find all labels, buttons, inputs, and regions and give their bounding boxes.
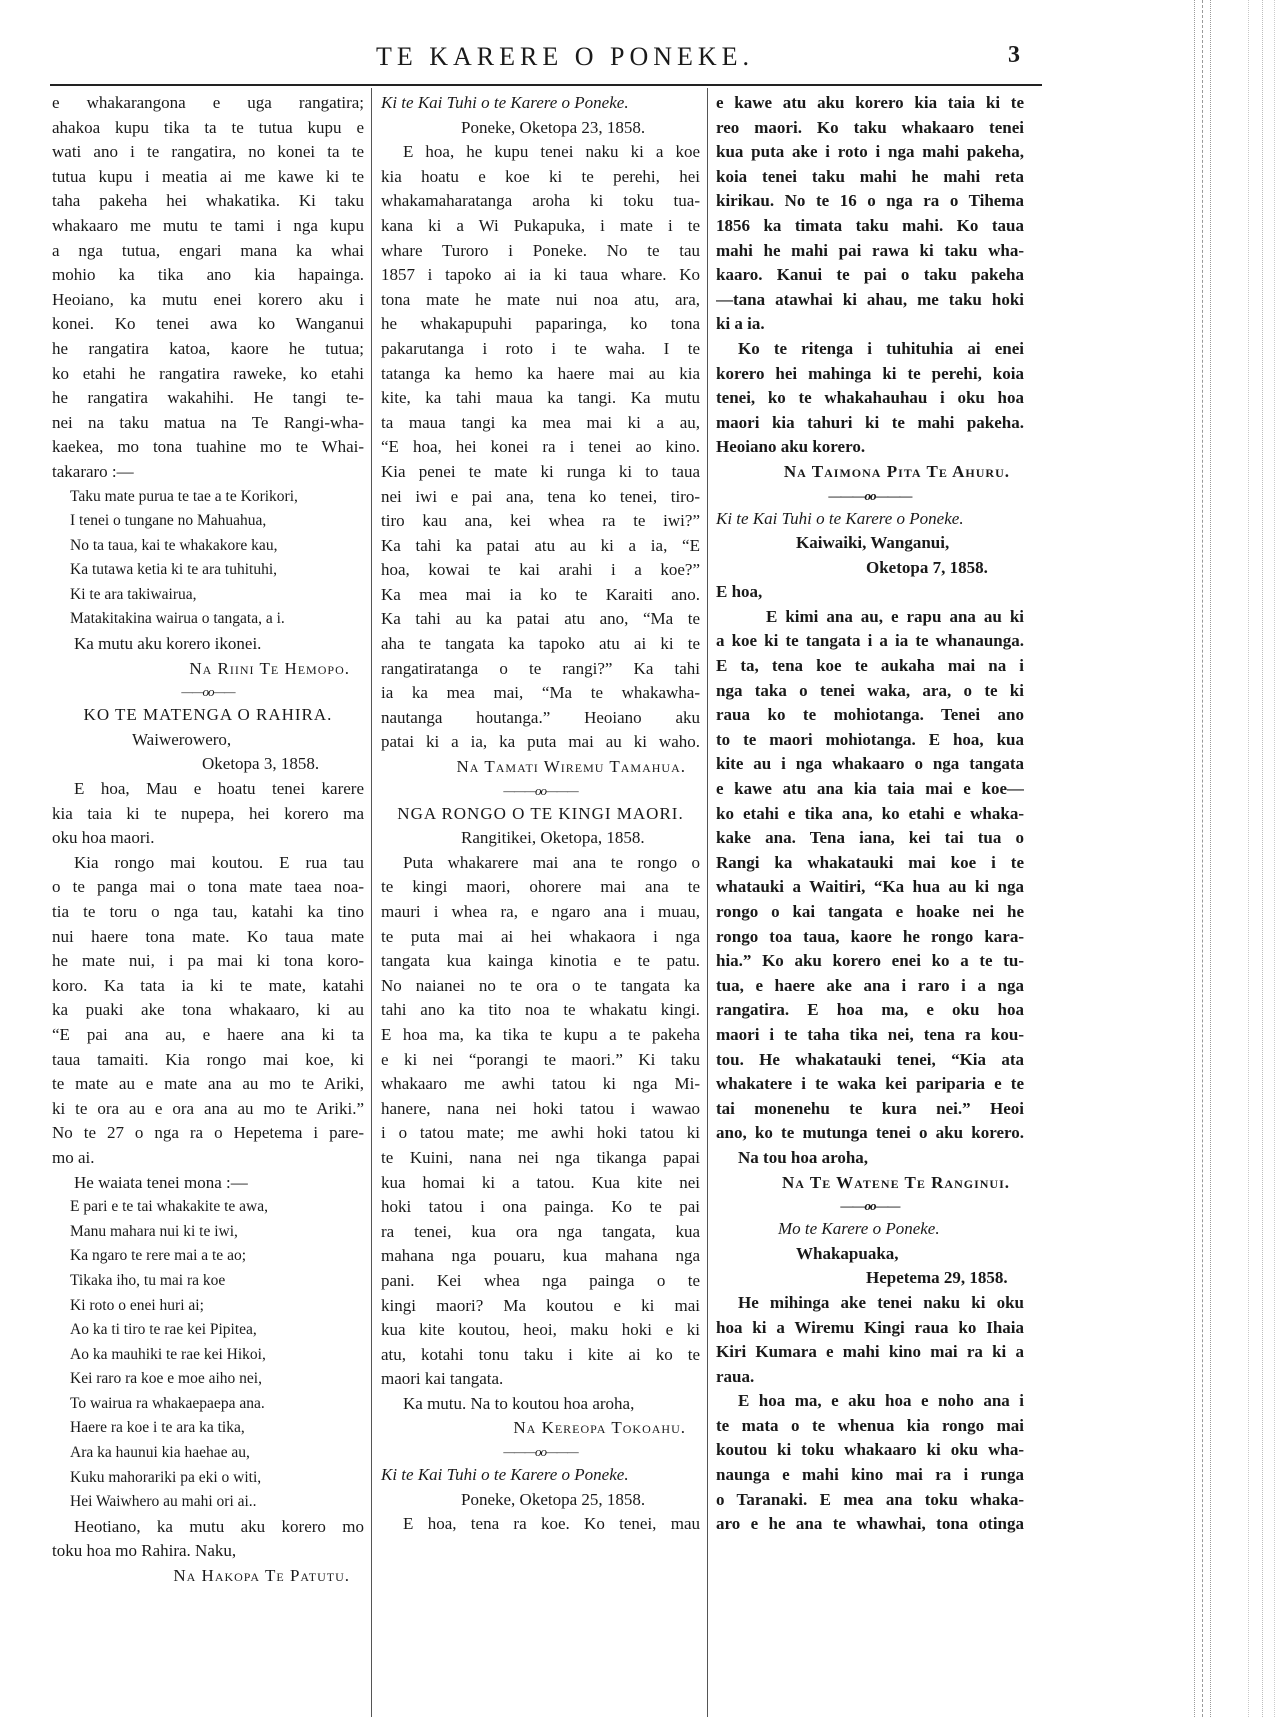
separator: ———oo———	[503, 782, 578, 798]
header-rule	[50, 84, 1042, 86]
column-1	[52, 91, 364, 1589]
text-line: mauri i whea ra, e ngaro ana i muau,	[381, 902, 700, 921]
poem-line: No ta taua, kai te whakakore kau,	[70, 536, 278, 554]
text-line: korero hei mahinga ki te perehi, koia	[716, 363, 1024, 383]
text-line: mo ai.	[52, 1147, 95, 1167]
signature: Na Hakopa Te Patutu.	[173, 1566, 350, 1586]
poem-line: Tikaka iho, tu mai ra koe	[70, 1271, 226, 1289]
text-line: kaekea, mo tona tuahine mo te Whai-	[52, 437, 364, 457]
dateline: Poneke, Oketopa 25, 1858.	[461, 1489, 646, 1509]
poem-line: Ao ka mauhiki te rae kei Hikoi,	[70, 1345, 266, 1363]
text-line: ahakoa kupu tika ta te tutua kupu e	[52, 117, 364, 137]
text-line: Rangi ka whakatauki mai koe i te	[716, 852, 1024, 872]
text-line: mahana nga pouaru, kua mahana nga	[381, 1246, 700, 1266]
paragraph-start: E hoa, Mau e hoatu tenei karere	[74, 779, 364, 799]
text-line: patai ki a ia, ka puta mai au ki waho.	[381, 732, 700, 752]
dateline: Kaiwaiki, Wanganui,	[796, 533, 950, 553]
text-line: rongo o kai tangata e hoake nei he	[716, 902, 1024, 921]
text-line: No naianei no te ora o te tangata ka	[381, 975, 700, 995]
letter-heading: Ki te Kai Tuhi o te Karere o Poneke.	[381, 93, 629, 112]
text-line: e ki nei “porangi te maori.” Ki taku	[381, 1049, 700, 1069]
text-line: No te 27 o nga ra o Hepetema i pare-	[52, 1123, 364, 1143]
poem-line: Matakitakina wairua o tangata, a i.	[70, 610, 285, 628]
text-line: kia taia ki te nupepa, hei korero ma	[52, 803, 364, 823]
text-line: maori kai tangata.	[381, 1369, 504, 1389]
text-line: a nga tutua, engari mana ka whai	[52, 240, 364, 260]
poem-line: Manu mahara nui ki te iwi,	[70, 1222, 238, 1240]
text-line: oku hoa maori.	[52, 828, 155, 848]
text-line: tatanga ka hemo ka haere mai au kia	[381, 363, 700, 383]
text-line: nei iwi e pai ana, tena ko tenei, tiro-	[381, 486, 700, 506]
paragraph-start: Ko te ritenga i tuhituhia ai enei	[738, 338, 1024, 358]
poem-line: Kuku mahorariki pa eki o witi,	[70, 1468, 262, 1486]
text-line: o Taranaki. E mea ana toku whaka-	[716, 1489, 1024, 1509]
text-line: kite au i nga whakaaro o nga tangata	[716, 754, 1024, 774]
text-line: aha te tangata ka tapoko atu ai ki te	[381, 634, 700, 654]
text-line: 1856 ka timata taku mahi. Ko taua	[716, 215, 1024, 235]
poem-line: Kei raro ra koe e moe aiho nei,	[70, 1370, 262, 1388]
separator: ———oo———	[503, 1444, 578, 1460]
text-line: kaaro. Kanui te pai o taku pakeha	[716, 265, 1024, 285]
poem-line: Ka ngaro te rere mai a te ao;	[70, 1247, 247, 1265]
text-line: o te panga mai o tona mate taea noa-	[52, 877, 364, 897]
text-line: te Kuini, nana nei nga tikanga papai	[381, 1147, 700, 1167]
poem-line: Ka tutawa ketia ki te ara tuhituhi,	[70, 561, 278, 579]
text-line: whakaaro me mutu te tami i nga kupu	[52, 215, 364, 235]
text-line: ka puaki ake tona whakaaro, ki au	[52, 1000, 364, 1020]
text-line: pani. Kei whea nga painga o te	[381, 1270, 700, 1290]
signature: Na Taimona Pita Te Ahuru.	[783, 461, 1010, 481]
letter-heading: Ki te Kai Tuhi o te Karere o Poneke.	[381, 1465, 629, 1485]
poem-line: Ao ka ti tiro te rae kei Pipitea,	[70, 1321, 257, 1339]
separator: ——oo——	[840, 1198, 900, 1214]
text-line: Ka mea mai ia ko te Karaiti ano.	[381, 584, 700, 604]
text-line: tai monenehu te kura nei.” Heoi	[716, 1098, 1024, 1118]
dateline: Rangitikei, Oketopa, 1858.	[461, 828, 645, 848]
signature: Na Tamati Wiremu Tamahua.	[456, 757, 686, 777]
page-number: 3	[1008, 42, 1020, 68]
text-line: E hoa ma, ka tika te kupu a te pakeha	[381, 1024, 700, 1044]
paragraph-line: Na tou hoa aroha,	[738, 1147, 869, 1167]
dateline: Whakapuaka,	[796, 1243, 899, 1263]
column-divider	[371, 88, 372, 1717]
text-line: maori kia tahuri ki te mahi pakeha.	[716, 412, 1024, 432]
text-line: reo maori. Ko taku whakaaro tenei	[716, 117, 1024, 137]
text-line: kua kite koutou, heoi, maku hoki e ki	[381, 1320, 700, 1340]
text-line: taua tamaiti. Kia rongo mai koe, ki	[52, 1049, 364, 1069]
text-line: Ka tahi au ka patai atu ano, “Ma te	[381, 609, 700, 629]
page-edge-scan-artifact	[1188, 0, 1280, 1717]
newspaper-title: TE KARERE O PONEKE.	[375, 42, 755, 71]
poem-line: Ara ka haunui kia haehae au,	[70, 1444, 250, 1462]
column-divider	[707, 88, 708, 1717]
masthead	[50, 42, 1040, 78]
text-line: hoa, kowai te kai arahi i a koe?”	[381, 560, 700, 580]
paragraph-start: E hoa ma, e aku hoa e noho ana i	[738, 1391, 1024, 1411]
paragraph-start: Heotiano, ka mutu aku korero mo	[74, 1516, 364, 1536]
text-line: te kingi maori, ohorere mai ana te	[381, 877, 700, 897]
text-line: rangatiratanga o te rangi?” Ka tahi	[381, 658, 700, 678]
dateline: Hepetema 29, 1858.	[866, 1268, 1008, 1288]
text-line: takararo :—	[52, 461, 134, 481]
text-line: maori i te taha tika nei, tena ra kou-	[716, 1024, 1024, 1044]
text-line: kake ana. Tena iana, kei tai tua o	[716, 828, 1024, 848]
poem-line: To wairua ra whakaepaepa ana.	[70, 1394, 265, 1412]
text-line: “E hoa, hei konei ra i tenei ao kino.	[381, 437, 700, 457]
text-line: 1857 i tapoko ai ia ki taua whare. Ko	[381, 265, 700, 285]
text-line: —tana atawhai ki ahau, me taku hoki	[716, 289, 1024, 309]
text-line: pakarutanga i roto i te waha. I te	[381, 338, 700, 358]
text-line: mahi he mahi pai rawa ki taku wha-	[716, 240, 1024, 260]
separator: ——oo——	[181, 684, 235, 700]
paragraph-start: E kimi ana au, e rapu ana au ki	[766, 606, 1024, 626]
text-line: E ta, tena koe te aukaha mai na i	[716, 656, 1024, 676]
text-line: koia tenei taku mahi he mahi reta	[716, 166, 1024, 186]
text-line: nga taka o tenei waka, ara, o te ki	[716, 680, 1024, 700]
text-line: kana ki a Wi Pukapuka, i mate i te	[381, 215, 700, 235]
text-line: raua.	[716, 1366, 755, 1386]
text-line: “E pai ana au, e haere ana ki ta	[52, 1024, 364, 1044]
text-line: te mate au e mate ana au mo te Ariki,	[52, 1074, 364, 1094]
text-line: koro. Ka tata ia ki te mate, katahi	[52, 975, 364, 995]
text-line: a koe ki te tangata i a ia te whanaunga.	[716, 631, 1024, 651]
paragraph-start: E hoa, he kupu tenei naku ki a koe	[403, 142, 700, 162]
poem-line: Ki roto o enei huri ai;	[70, 1296, 204, 1314]
letter-heading: Ki te Kai Tuhi o te Karere o Poneke.	[716, 508, 964, 528]
text-line: ko etahi e tika ana, ko etahi e whaka-	[716, 803, 1024, 823]
text-line: he mate nui, i pa mai ki tona koro-	[52, 951, 364, 971]
dateline: Oketopa 3, 1858.	[202, 754, 320, 774]
text-line: tiro kau ana, kei whea ra te iwi?”	[381, 511, 700, 531]
text-line: Ka tahi ka patai atu au ki a ia, “E	[381, 535, 700, 555]
text-line: kua puta ake i roto i nga mahi pakeha,	[716, 142, 1024, 162]
text-line: ki te ora au e ora ana au mo te Ariki.”	[52, 1098, 364, 1118]
text-line: wati ano i te rangatira, no konei ta te	[52, 142, 364, 162]
article-heading: KO TE MATENGA O RAHIRA.	[83, 705, 333, 725]
text-line: toku hoa mo Rahira. Naku,	[52, 1541, 237, 1561]
poem-line: Hei Waiwhero au mahi ori ai..	[70, 1493, 257, 1511]
text-line: e kawe atu ana kia taia mai e koe—	[716, 779, 1024, 799]
text-line: nei na taku matua na Te Rangi-wha-	[52, 412, 364, 432]
poem-line: I tenei o tungane no Mahuahua,	[70, 512, 267, 530]
text-line: tenei, ko te whakahauhau i oku hoa	[716, 388, 1024, 408]
text-line: hanere, nana nei hoki tatou i wawao	[381, 1098, 700, 1118]
text-line: atu, kotahi tonu taku i kite ai ko te	[381, 1344, 700, 1364]
text-line: whatauki a Waitiri, “Ka hua au ki nga	[716, 877, 1024, 897]
text-line: koutou ki toku whakaaro ki oku wha-	[716, 1440, 1024, 1460]
text-line: nui haere tona mate. Ko taua mate	[52, 926, 364, 946]
text-line: whakatere i te waka kei pariparia e te	[716, 1074, 1024, 1094]
text-line: i o tatou mate; me awhi hoki tatou ki	[381, 1123, 700, 1143]
text-line: Kiri Kumara e mahi kino mai ra ki a	[716, 1342, 1024, 1362]
text-line: kua homai ki a tatou. Kua kite nei	[381, 1172, 700, 1192]
text-line: te puta mai ai hei whakaora i nga	[381, 926, 700, 946]
text-line: tahi ano ka tito noa te whakatu kingi.	[381, 1000, 700, 1020]
text-line: e whakarangona e uga rangatira;	[52, 93, 364, 112]
text-line: konei. Ko tenei awa ko Wanganui	[52, 314, 364, 334]
text-line: he whakapupuhi paparinga, ko tona	[381, 314, 700, 334]
text-line: whare Turoro i Poneke. No te tau	[381, 240, 700, 260]
text-line: rongo toa taua, kaore he rongo kara-	[716, 926, 1024, 946]
letter-heading: Mo te Karere o Poneke.	[778, 1219, 940, 1239]
text-line: ra tenei, kua ora nga tangata, kua	[381, 1221, 700, 1241]
text-line: ko etahi he rangatira raweke, ko etahi	[52, 363, 364, 383]
paragraph-start: Puta whakarere mai ana te rongo o	[403, 852, 700, 872]
text-line: he rangatira katoa, kaore he tutua;	[52, 338, 364, 358]
text-line: rangatira. E hoa ma, e oku hoa	[716, 1000, 1024, 1020]
text-line: Kia penei te mate ki runga ki to taua	[381, 461, 700, 481]
text-line: kia hoatu e koe ki te perehi, hei	[381, 166, 700, 186]
text-line: ki a ia.	[716, 314, 765, 334]
text-line: ta maua tangi ka mea mai ki a au,	[381, 412, 700, 432]
text-line: tou. He whakatauki tenei, “Kia ata	[716, 1049, 1024, 1069]
text-line: tua, e haere ake ana i raro i a nga	[716, 975, 1024, 995]
paragraph-start: Kia rongo mai koutou. E rua tau	[74, 852, 364, 872]
text-line: whakamaharatanga aroha ki toku tua-	[381, 191, 700, 211]
text-line: e kawe atu aku korero kia taia ki te	[716, 93, 1024, 112]
text-line: tia te toru o nga tau, katahi ka tino	[52, 902, 364, 921]
text-line: naunga e mahi kino mai ra i runga	[716, 1465, 1024, 1485]
text-line: tutua kupu i meatia ai me kawe ki te	[52, 166, 364, 186]
text-line: kirikau. No te 16 o nga ra o Tihema	[716, 191, 1024, 211]
text-line: hoki tatou i ona painga. Ko te pai	[381, 1197, 700, 1217]
column-2	[381, 91, 700, 1537]
dateline: Waiwerowero,	[132, 729, 232, 749]
text-line: to te maori mohiotanga. E hoa, kua	[716, 729, 1024, 749]
text-line: aro e he ana te whawhai, tona otinga	[716, 1514, 1024, 1534]
text-line: tangata kua kainga kinotia e te patu.	[381, 951, 700, 971]
text-line: ano, ko te mutunga tenei o aku korero.	[716, 1123, 1024, 1143]
text-line: te mata o te whenua kia rongo mai	[716, 1415, 1024, 1435]
paragraph-line: Ka mutu. Na to koutou hoa aroha,	[403, 1393, 635, 1413]
text-line: hoa ki a Wiremu Kingi raua ko Ihaia	[716, 1317, 1024, 1337]
text-line: Heoiano aku korero.	[716, 437, 866, 457]
text-line: he rangatira wakahihi. He tangi te-	[52, 388, 364, 408]
text-line: ia ka mea mai, “Ma te whakawha-	[381, 683, 700, 703]
text-line: nautanga houtanga.” Heoiano aku	[381, 707, 700, 727]
paragraph-start: He mihinga ake tenei naku ki oku	[738, 1292, 1024, 1312]
column-3	[716, 91, 1024, 1537]
poem-line: Taku mate purua te tae a te Korikori,	[70, 487, 298, 505]
poem-line: Haere ra koe i te ara ka tika,	[70, 1419, 245, 1437]
text-line: hia.” Ko aku korero enei ko a te tu-	[716, 951, 1024, 971]
text-line: tona mate he mate nui noa atu, ara,	[381, 289, 700, 309]
signature: Na Riini Te Hemopo.	[189, 658, 350, 678]
poem-line: E pari e te tai whakakite te awa,	[70, 1198, 268, 1216]
signature: Na Kereopa Tokoahu.	[513, 1418, 686, 1438]
article-heading: NGA RONGO O TE KINGI MAORI.	[397, 803, 684, 823]
text-line: whakaaro me awhi tatou ki nga Mi-	[381, 1074, 700, 1094]
paragraph-line: He waiata tenei mona :—	[74, 1172, 248, 1192]
signature: Na Te Watene Te Ranginui.	[781, 1172, 1010, 1192]
dateline: Poneke, Oketopa 23, 1858.	[461, 117, 646, 137]
text-line: kite, ka tahi maua ka tangi. Ka mutu	[381, 388, 700, 408]
text-line: E hoa,	[716, 582, 763, 602]
text-line: taha pakeha hei whakatika. Ki taku	[52, 191, 364, 211]
separator: ———oo———	[828, 487, 912, 503]
dateline: Oketopa 7, 1858.	[866, 557, 988, 577]
text-line: Heoiano, ka mutu enei korero aku i	[52, 289, 364, 309]
poem-line: Ki te ara takiwairua,	[70, 585, 197, 603]
text-line: raua ko te mohiotanga. Tenei ano	[716, 705, 1024, 725]
text-line: kingi maori? Ma koutou e ki mai	[381, 1295, 700, 1315]
paragraph-start: E hoa, tena ra koe. Ko tenei, mau	[403, 1514, 700, 1534]
text-line: mohio ka tika ano kia hapainga.	[52, 265, 364, 285]
paragraph-line: Ka mutu aku korero ikonei.	[74, 634, 262, 654]
